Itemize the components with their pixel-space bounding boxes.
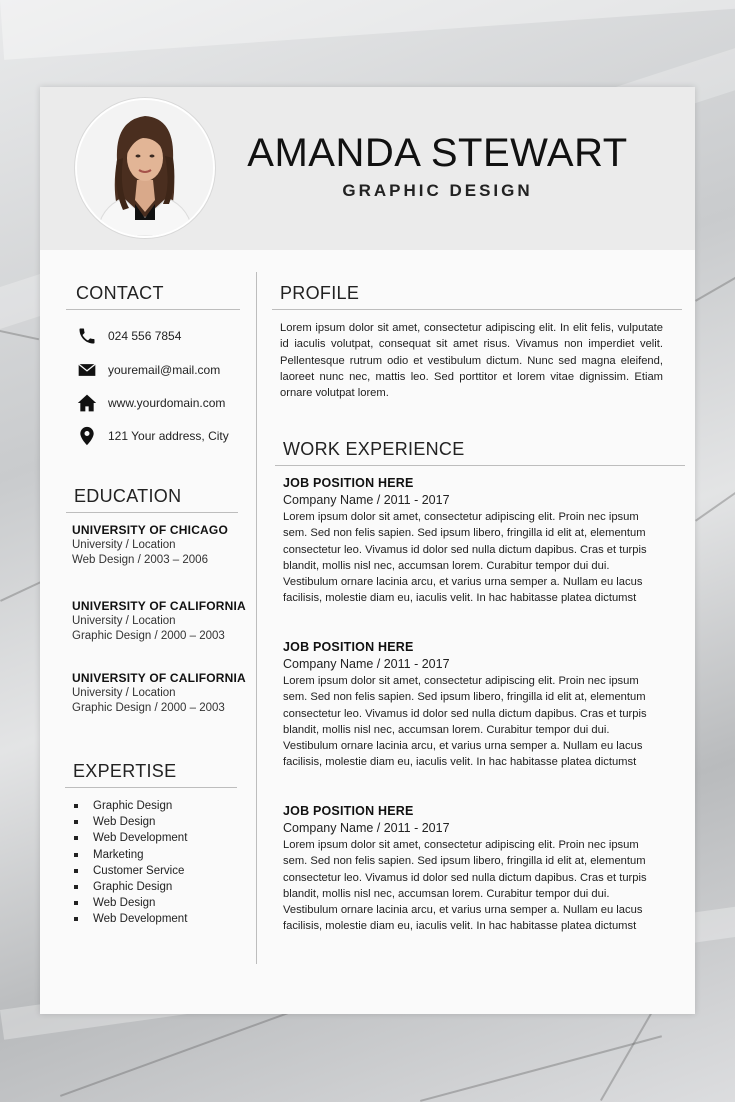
profile-heading: PROFILE: [280, 283, 360, 303]
job-description: Lorem ipsum dolor sit amet, consectetur adipiscing elit. Proin nec ipsum sem. Sed non felis sapien. Sed ipsum libero, fringilla id elit at, elementum consectetur leo. Vivamus id dolor sed nulla dictum dapibus. Cras et turpis blandit, mollis nisl nec, accumsan lorem. Curabitur tempor dui dui. Vestibulum ornare lacinia arcu, et varius urna semper a. Nullam eu lacus facilisis, molestie diam eu, iaculis velit. In hac habitasse platea dictumst: [283, 675, 647, 769]
list-item: Graphic Design: [73, 798, 253, 814]
person-portrait-icon: [77, 100, 213, 236]
job-position: JOB POSITION HERE: [283, 640, 414, 654]
list-item: Web Design: [73, 814, 253, 830]
person-name: AMANDA STEWART: [247, 131, 628, 175]
job-company: Company Name / 2011 - 2017: [283, 821, 450, 835]
work-experience-heading: WORK EXPERIENCE: [283, 439, 465, 459]
home-icon: [77, 393, 97, 413]
job-description: Lorem ipsum dolor sit amet, consectetur adipiscing elit. Proin nec ipsum sem. Sed non felis sapien. Sed ipsum libero, fringilla id elit at, elementum consectetur leo. Vivamus id dolor sed nulla dictum dapibus. Cras et turpis blandit, mollis nisl nec, accumsan lorem. Curabitur tempor dui dui. Vestibulum ornare lacinia arcu, et varius urna semper a. Nullam eu lacus facilisis, molestie diam eu, iaculis velit. In hac habitasse platea dictumst: [283, 511, 647, 605]
street-address: 121 Your address, City: [108, 429, 229, 443]
expertise-rule: [65, 787, 237, 788]
location-pin-icon: [77, 426, 97, 446]
job-entry: [283, 803, 663, 935]
job-position: JOB POSITION HERE: [283, 476, 414, 490]
profile-rule: [272, 309, 682, 310]
expertise-heading: EXPERTISE: [73, 761, 177, 781]
school-name: UNIVERSITY OF CALIFORNIA: [72, 671, 246, 685]
phone-number: 024 556 7854: [108, 329, 182, 343]
website-url: www.yourdomain.com: [108, 396, 226, 410]
list-item: Web Design: [73, 895, 253, 911]
resume-page: [40, 87, 695, 1014]
school-location: University / Location: [72, 687, 176, 699]
school-location: University / Location: [72, 539, 176, 551]
list-item: Marketing: [73, 847, 253, 863]
job-company: Company Name / 2011 - 2017: [283, 657, 450, 671]
contact-heading: CONTACT: [76, 283, 164, 303]
job-position: JOB POSITION HERE: [283, 804, 414, 818]
education-entry: [72, 670, 252, 716]
profile-text: Lorem ipsum dolor sit amet, consectetur adipiscing elit. In elit felis, vulputate id iaculis volutpat, consequat sit amet risus. Vivamus non imperdiet velit. Pellentesque rutrum odio et vestibulum dictum. Nunc sed magna eleifend, laoreet nunc nec, mattis leo. Sed porttitor et lorem vitae dignissim. Etiam ornare volutpat lorem.: [280, 322, 663, 400]
list-item: Graphic Design: [73, 879, 253, 895]
job-entry: [283, 639, 663, 771]
expertise-list: [73, 798, 253, 928]
contact-email: [77, 359, 220, 381]
job-description: Lorem ipsum dolor sit amet, consectetur adipiscing elit. Proin nec ipsum sem. Sed non felis sapien. Sed ipsum libero, fringilla id elit at, elementum consectetur leo. Vivamus id dolor sed nulla dictum dapibus. Cras et turpis blandit, mollis nisl nec, accumsan lorem. Curabitur tempor dui dui. Vestibulum ornare lacinia arcu, et varius urna semper a. Nullam eu lacus facilisis, molestie diam eu, iaculis velit. In hac habitasse platea dictumst: [283, 839, 647, 933]
contact-rule: [66, 309, 240, 310]
list-item: Web Development: [73, 911, 253, 927]
school-detail: Graphic Design / 2000 – 2003: [72, 702, 225, 714]
resume-header: [40, 87, 695, 250]
school-name: UNIVERSITY OF CHICAGO: [72, 523, 228, 537]
job-title: GRAPHIC DESIGN: [342, 181, 533, 200]
school-location: University / Location: [72, 615, 176, 627]
work-experience-rule: [275, 465, 685, 466]
profile-photo: [75, 98, 215, 238]
education-heading: EDUCATION: [74, 486, 182, 506]
list-item: Web Development: [73, 830, 253, 846]
phone-icon: [77, 326, 97, 346]
column-divider: [256, 272, 257, 964]
school-detail: Web Design / 2003 – 2006: [72, 554, 208, 566]
contact-phone: [77, 325, 181, 347]
education-rule: [66, 512, 238, 513]
job-entry: [283, 475, 663, 607]
email-address: youremail@mail.com: [108, 363, 221, 377]
contact-website: [77, 392, 225, 414]
education-entry: [72, 522, 252, 568]
school-detail: Graphic Design / 2000 – 2003: [72, 630, 225, 642]
envelope-icon: [77, 360, 97, 380]
school-name: UNIVERSITY OF CALIFORNIA: [72, 599, 246, 613]
education-entry: [72, 598, 252, 644]
job-company: Company Name / 2011 - 2017: [283, 493, 450, 507]
contact-address: [77, 425, 229, 447]
list-item: Customer Service: [73, 863, 253, 879]
